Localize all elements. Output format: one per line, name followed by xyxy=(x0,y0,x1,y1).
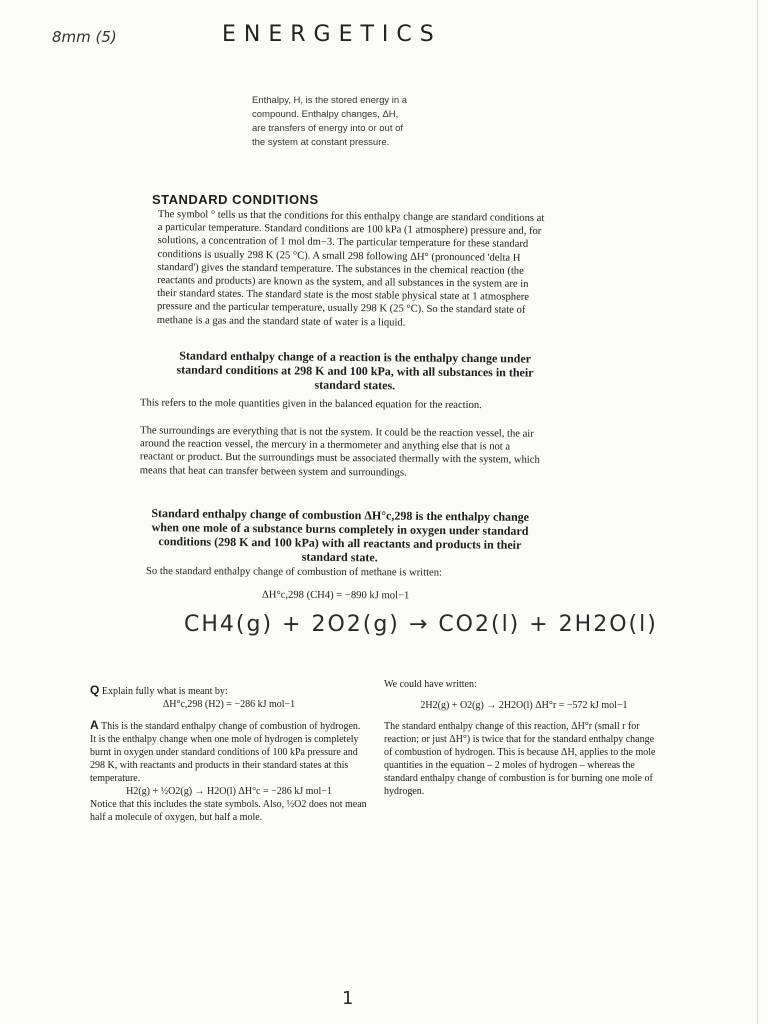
paragraph-methane-combustion: So the standard enthalpy change of combustion of methane is written: xyxy=(145,565,442,579)
page-title-handwritten: ENERGETICS xyxy=(222,22,442,47)
paragraph-surroundings: The surroundings are everything that is not the system. It could be the reaction vessel, the air around the reaction vessel, the mercury in a thermometer and anything else that is not a reactant or product. But the surroundings must be associated thermally with the system, which means that heat can transfer between system and surroundings. xyxy=(139,425,540,479)
paragraph-mole-quantities: This refers to the mole quantities given in the balanced equation for the reaction. xyxy=(139,397,482,411)
intro-note: Enthalpy, H, is the stored energy in a compound. Enthalpy changes, ΔH, are transfers of energy into or out of the system at constant pressure. xyxy=(252,95,408,148)
answer-equation: H2(g) + ½O2(g) → H2O(l) ΔH°c = −286 kJ mol−1 xyxy=(126,786,332,797)
question-text: Explain fully what is meant by: xyxy=(101,686,228,697)
answer-text: This is the standard enthalpy change of combustion of hydrogen. It is the enthalpy change when one mole of hydrogen is completely burnt in oxygen under standard conditions of 100 kPa pressure and 298 K, with reactants and products in their standard states at this temperature. xyxy=(90,721,361,784)
handwritten-scribble: 8mm (5) xyxy=(52,28,117,46)
right-intro: We could have written: xyxy=(384,679,477,690)
answer-note: Notice that this includes the state symbols. Also, ½O2 does not mean half a molecule of oxygen, but half a mole. xyxy=(90,799,367,823)
paragraph-standard-conditions: The symbol ° tells us that the conditions for this enthalpy change are standard conditions at a particular temperature. Standard conditions are 100 kPa (1 atmosphere) pressure and, for solutions, a concentration of 1 mol dm−3. The particular temperature for these standard conditions is usually 298 K (25 °C). A small 298 following ΔH° (pronounced 'delta H standard') gives the standard temperature. The substances in the chemical reaction (the reactants and products) are known as the system, and all substances in the system are in their standard states. The standard state is the most stable physical state at 1 atmosphere pressure and the particular temperature, usually 298 K (25 °C). So the standard state of methane is a gas and the standard state of water is a liquid. xyxy=(156,208,545,329)
handwritten-equation: CH4(g) + 2O2(g) → CO2(l) + 2H2O(l) xyxy=(184,612,658,637)
section-heading: STANDARD CONDITIONS xyxy=(152,192,319,207)
right-explanation: The standard enthalpy change of this reaction, ΔH°r (small r for reaction; or just ΔH°) is twice that for the standard enthalpy change of combustion of hydrogen. This is because ΔH, applies to the mole quantities in the equation – 2 moles of hydrogen – whereas the standard enthalpy change of combustion is for burning one mole of hydrogen. xyxy=(384,721,656,797)
left-column xyxy=(90,684,368,824)
page-mark: 1 xyxy=(342,988,354,1009)
question-equation: ΔH°c,298 (H2) = −286 kJ mol−1 xyxy=(162,699,296,710)
definition-standard-enthalpy-combustion: Standard enthalpy change of combustion ΔH°c,298 is the enthalpy change when one mole of a substance burns completely in oxygen under standard conditions (298 K and 100 kPa) with all reactants and products in their standard state. xyxy=(151,506,530,565)
answer-marker: A xyxy=(90,718,99,732)
definition-standard-enthalpy-reaction: Standard enthalpy change of a reaction is the enthalpy change under standard conditions at 298 K and 100 kPa, with all substances in their standard states. xyxy=(176,348,534,393)
answer-block xyxy=(90,719,368,785)
page-edge-shadow xyxy=(757,0,758,1024)
question-block xyxy=(90,684,368,698)
right-column xyxy=(384,678,664,798)
question-marker: Q xyxy=(90,683,100,697)
equation-methane-enthalpy: ΔH°c,298 (CH4) = −890 kJ mol−1 xyxy=(261,589,410,602)
right-equation: 2H2(g) + O2(g) → 2H2O(l) ΔH°r = −572 kJ mol−1 xyxy=(420,700,628,711)
